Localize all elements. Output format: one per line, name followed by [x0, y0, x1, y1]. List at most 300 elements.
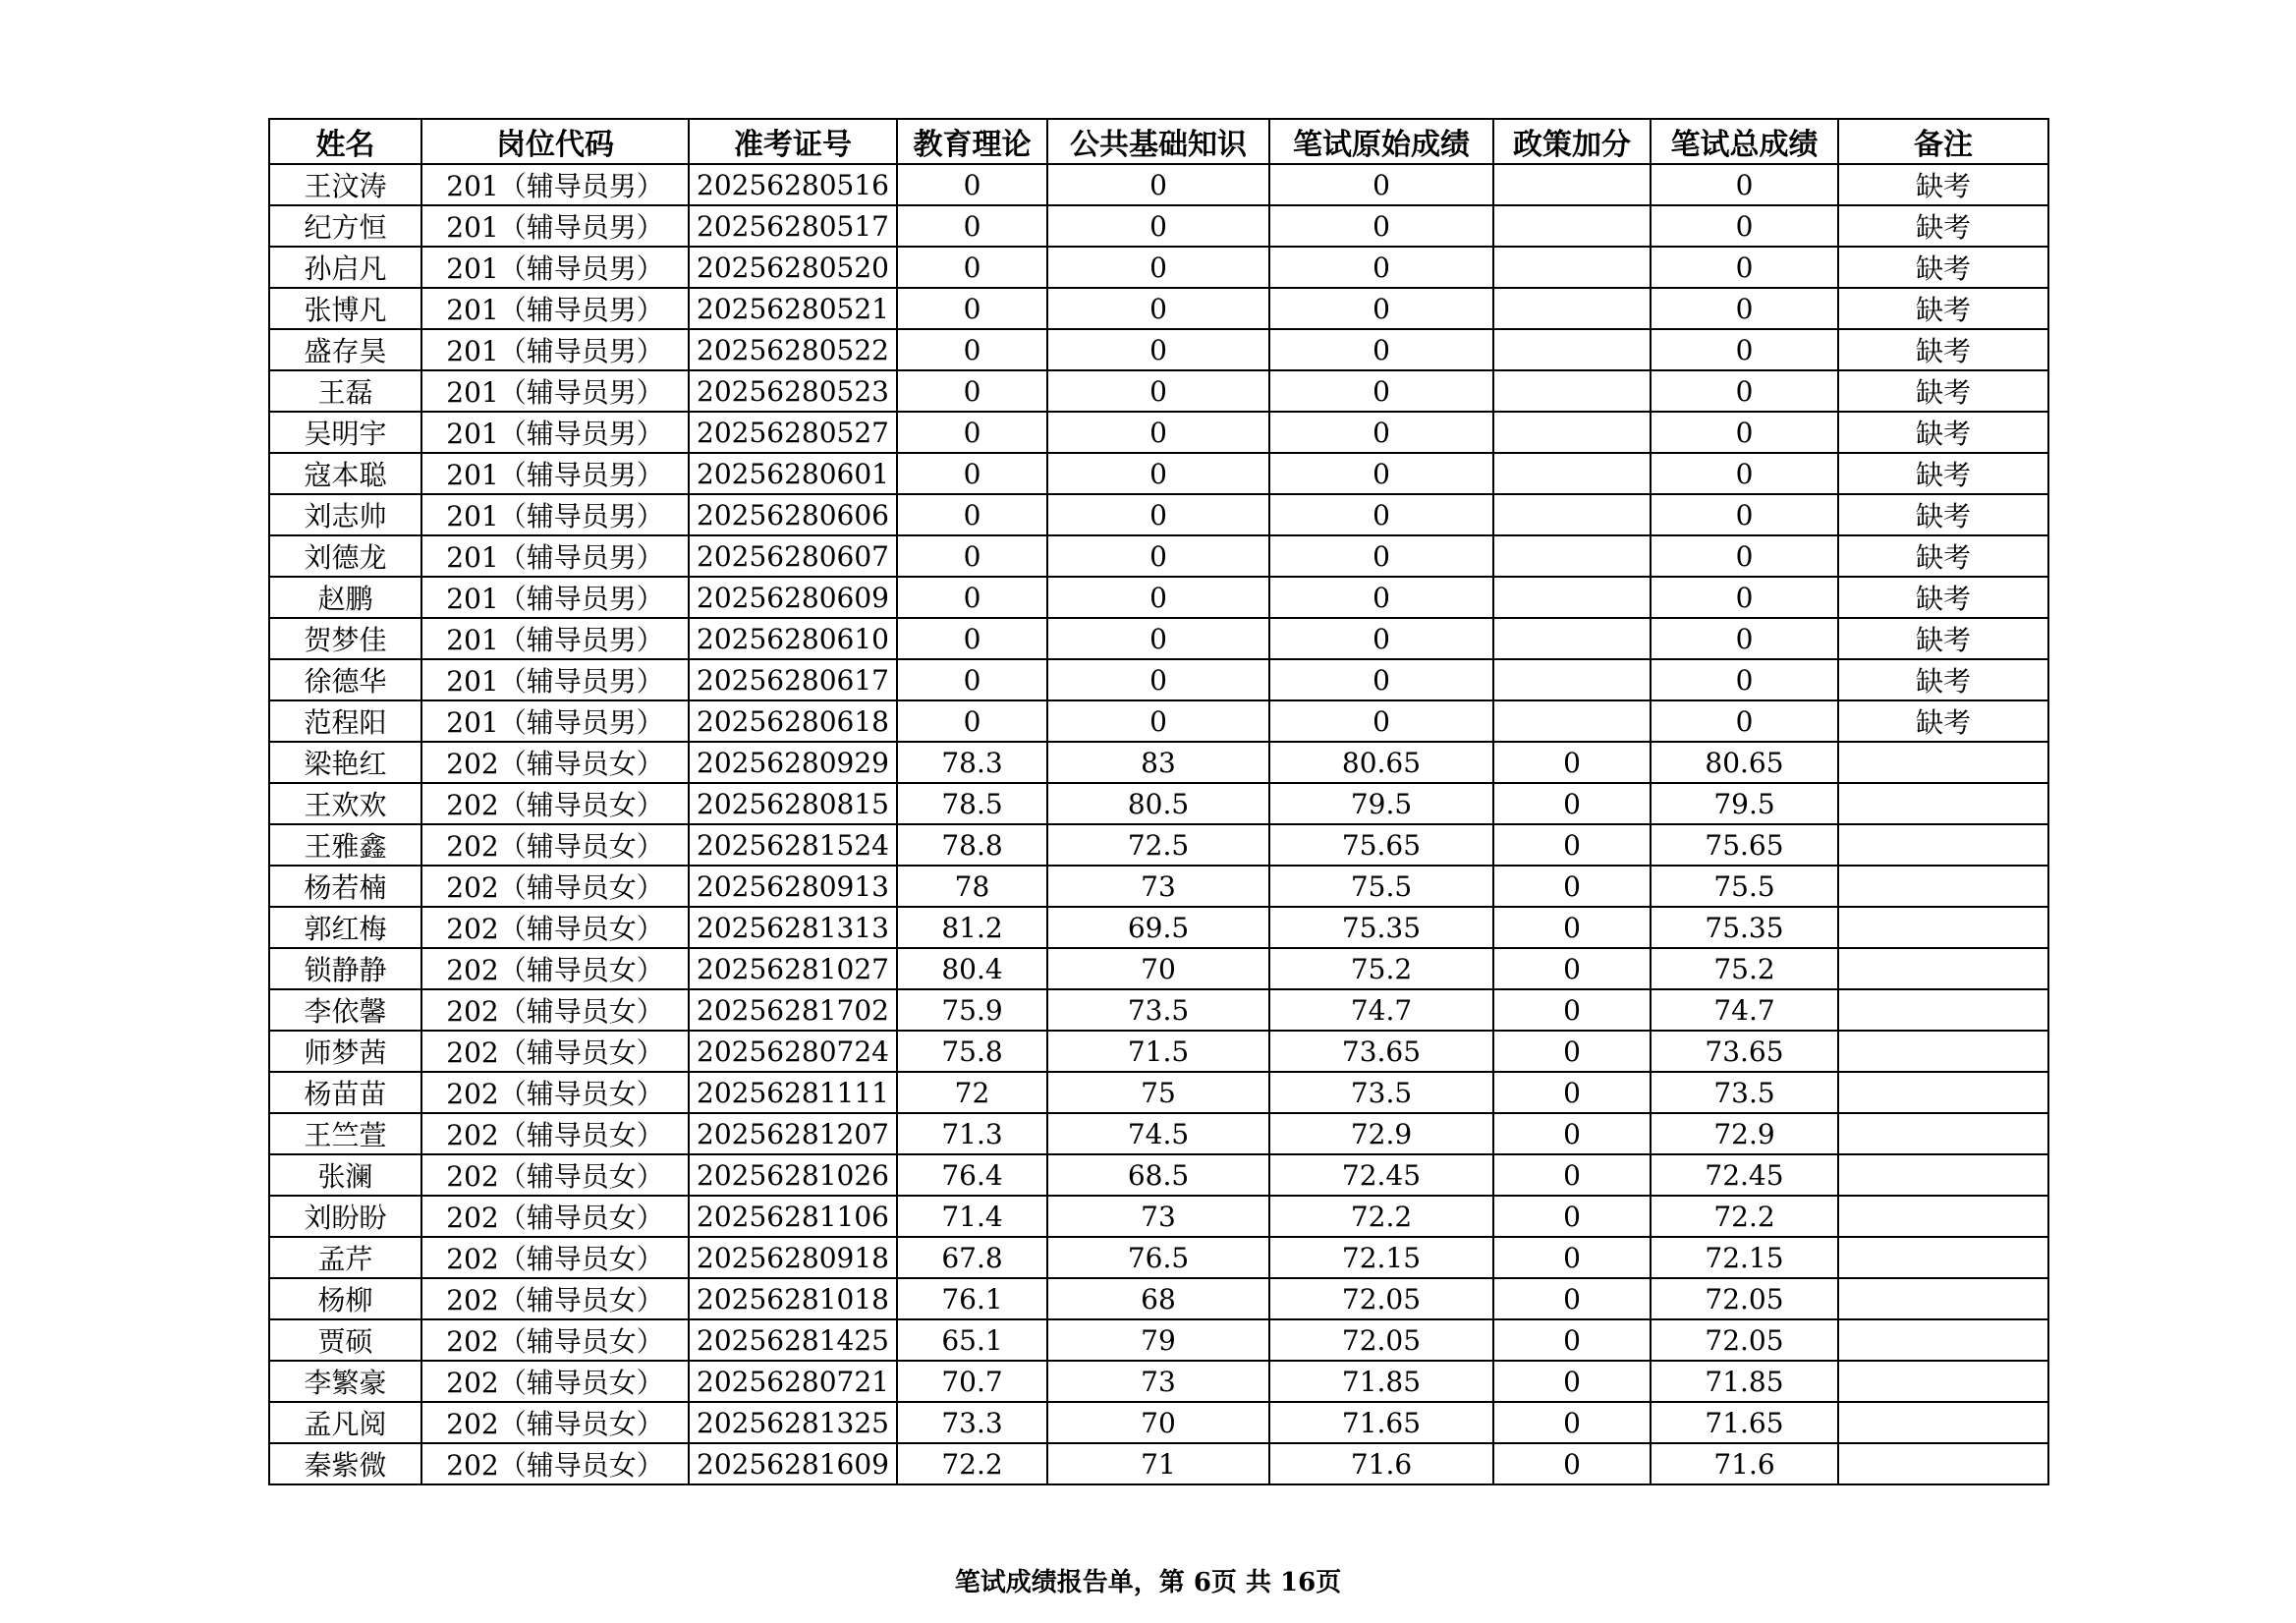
education-theory-cell: 72 [897, 1072, 1047, 1113]
education-theory-cell: 70.7 [897, 1361, 1047, 1402]
public-knowledge-cell: 70 [1047, 1402, 1269, 1443]
ticket-number-cell: 20256281702 [689, 989, 897, 1031]
raw-score-cell: 0 [1269, 700, 1493, 742]
name-cell: 贺梦佳 [269, 618, 421, 659]
raw-score-cell: 80.65 [1269, 742, 1493, 783]
ticket-number-cell: 20256280520 [689, 247, 897, 288]
table-row [269, 742, 2048, 783]
table-row [269, 948, 2048, 989]
total-score-cell: 71.85 [1651, 1361, 1838, 1402]
table-row [269, 329, 2048, 370]
remarks-cell [1838, 948, 2048, 989]
name-cell: 刘盼盼 [269, 1196, 421, 1237]
remarks-cell [1838, 907, 2048, 948]
education-theory-cell: 0 [897, 247, 1047, 288]
total-score-cell: 75.5 [1651, 866, 1838, 907]
ticket-number-cell: 20256280517 [689, 205, 897, 247]
policy-bonus-cell [1493, 329, 1651, 370]
education-theory-cell: 0 [897, 288, 1047, 329]
education-theory-cell: 81.2 [897, 907, 1047, 948]
total-score-cell: 75.2 [1651, 948, 1838, 989]
raw-score-cell: 72.05 [1269, 1319, 1493, 1361]
total-score-cell: 0 [1651, 370, 1838, 412]
ticket-number-cell: 20256280527 [689, 412, 897, 453]
ticket-number-cell: 20256280724 [689, 1031, 897, 1072]
name-cell: 杨若楠 [269, 866, 421, 907]
education-theory-cell: 80.4 [897, 948, 1047, 989]
name-cell: 徐德华 [269, 659, 421, 700]
name-cell: 盛存昊 [269, 329, 421, 370]
position-code-cell: 201（辅导员男） [421, 453, 689, 494]
position-code-cell: 201（辅导员男） [421, 577, 689, 618]
header-remarks: 备注 [1838, 119, 2048, 164]
position-code-cell: 202（辅导员女） [421, 1237, 689, 1278]
table-row [269, 824, 2048, 866]
raw-score-cell: 72.45 [1269, 1154, 1493, 1196]
public-knowledge-cell: 0 [1047, 412, 1269, 453]
table-row [269, 866, 2048, 907]
table-row [269, 1113, 2048, 1154]
total-score-cell: 0 [1651, 535, 1838, 577]
remarks-cell: 缺考 [1838, 247, 2048, 288]
public-knowledge-cell: 73 [1047, 1361, 1269, 1402]
raw-score-cell: 0 [1269, 453, 1493, 494]
raw-score-cell: 73.5 [1269, 1072, 1493, 1113]
education-theory-cell: 76.1 [897, 1278, 1047, 1319]
education-theory-cell: 75.9 [897, 989, 1047, 1031]
remarks-cell [1838, 1237, 2048, 1278]
total-score-cell: 75.35 [1651, 907, 1838, 948]
ticket-number-cell: 20256280606 [689, 494, 897, 535]
ticket-number-cell: 20256281026 [689, 1154, 897, 1196]
ticket-number-cell: 20256280607 [689, 535, 897, 577]
policy-bonus-cell: 0 [1493, 1072, 1651, 1113]
policy-bonus-cell: 0 [1493, 1154, 1651, 1196]
public-knowledge-cell: 70 [1047, 948, 1269, 989]
total-score-cell: 0 [1651, 329, 1838, 370]
table-row [269, 1072, 2048, 1113]
header-public-knowledge: 公共基础知识 [1047, 119, 1269, 164]
position-code-cell: 202（辅导员女） [421, 1319, 689, 1361]
name-cell: 李依馨 [269, 989, 421, 1031]
total-score-cell: 0 [1651, 164, 1838, 205]
name-cell: 锁静静 [269, 948, 421, 989]
education-theory-cell: 0 [897, 577, 1047, 618]
raw-score-cell: 0 [1269, 494, 1493, 535]
ticket-number-cell: 20256281106 [689, 1196, 897, 1237]
position-code-cell: 201（辅导员男） [421, 288, 689, 329]
ticket-number-cell: 20256280617 [689, 659, 897, 700]
raw-score-cell: 75.2 [1269, 948, 1493, 989]
table-row [269, 1031, 2048, 1072]
position-code-cell: 202（辅导员女） [421, 1031, 689, 1072]
remarks-cell [1838, 1443, 2048, 1484]
raw-score-cell: 0 [1269, 659, 1493, 700]
public-knowledge-cell: 68 [1047, 1278, 1269, 1319]
total-score-cell: 71.65 [1651, 1402, 1838, 1443]
remarks-cell: 缺考 [1838, 164, 2048, 205]
header-name: 姓名 [269, 119, 421, 164]
remarks-cell [1838, 783, 2048, 824]
public-knowledge-cell: 71.5 [1047, 1031, 1269, 1072]
policy-bonus-cell [1493, 577, 1651, 618]
name-cell: 郭红梅 [269, 907, 421, 948]
table-row [269, 1319, 2048, 1361]
header-ticket-number: 准考证号 [689, 119, 897, 164]
table-row [269, 700, 2048, 742]
ticket-number-cell: 20256280721 [689, 1361, 897, 1402]
raw-score-cell: 0 [1269, 370, 1493, 412]
education-theory-cell: 0 [897, 370, 1047, 412]
public-knowledge-cell: 0 [1047, 247, 1269, 288]
position-code-cell: 201（辅导员男） [421, 164, 689, 205]
raw-score-cell: 73.65 [1269, 1031, 1493, 1072]
total-score-cell: 72.05 [1651, 1319, 1838, 1361]
header-policy-bonus: 政策加分 [1493, 119, 1651, 164]
table-row [269, 577, 2048, 618]
policy-bonus-cell: 0 [1493, 1031, 1651, 1072]
remarks-cell [1838, 989, 2048, 1031]
remarks-cell: 缺考 [1838, 453, 2048, 494]
name-cell: 孙启凡 [269, 247, 421, 288]
raw-score-cell: 71.85 [1269, 1361, 1493, 1402]
public-knowledge-cell: 0 [1047, 577, 1269, 618]
table-row [269, 205, 2048, 247]
position-code-cell: 202（辅导员女） [421, 1154, 689, 1196]
table-row [269, 535, 2048, 577]
raw-score-cell: 74.7 [1269, 989, 1493, 1031]
table-row [269, 453, 2048, 494]
education-theory-cell: 71.4 [897, 1196, 1047, 1237]
education-theory-cell: 71.3 [897, 1113, 1047, 1154]
position-code-cell: 201（辅导员男） [421, 535, 689, 577]
position-code-cell: 202（辅导员女） [421, 742, 689, 783]
ticket-number-cell: 20256280522 [689, 329, 897, 370]
position-code-cell: 202（辅导员女） [421, 1196, 689, 1237]
policy-bonus-cell: 0 [1493, 1443, 1651, 1484]
ticket-number-cell: 20256280601 [689, 453, 897, 494]
total-score-cell: 72.2 [1651, 1196, 1838, 1237]
ticket-number-cell: 20256280929 [689, 742, 897, 783]
table-row [269, 989, 2048, 1031]
raw-score-cell: 0 [1269, 164, 1493, 205]
policy-bonus-cell: 0 [1493, 989, 1651, 1031]
total-score-cell: 0 [1651, 659, 1838, 700]
policy-bonus-cell [1493, 700, 1651, 742]
name-cell: 孟芹 [269, 1237, 421, 1278]
public-knowledge-cell: 0 [1047, 288, 1269, 329]
name-cell: 王雅鑫 [269, 824, 421, 866]
total-score-cell: 73.65 [1651, 1031, 1838, 1072]
name-cell: 王磊 [269, 370, 421, 412]
remarks-cell [1838, 866, 2048, 907]
table-row [269, 1402, 2048, 1443]
table-row [269, 247, 2048, 288]
table-row [269, 659, 2048, 700]
name-cell: 刘德龙 [269, 535, 421, 577]
education-theory-cell: 76.4 [897, 1154, 1047, 1196]
raw-score-cell: 75.65 [1269, 824, 1493, 866]
table-row [269, 412, 2048, 453]
ticket-number-cell: 20256280610 [689, 618, 897, 659]
total-score-cell: 73.5 [1651, 1072, 1838, 1113]
policy-bonus-cell: 0 [1493, 1237, 1651, 1278]
public-knowledge-cell: 76.5 [1047, 1237, 1269, 1278]
remarks-cell: 缺考 [1838, 494, 2048, 535]
name-cell: 吴明宇 [269, 412, 421, 453]
total-score-cell: 80.65 [1651, 742, 1838, 783]
table-row [269, 288, 2048, 329]
table-row [269, 783, 2048, 824]
education-theory-cell: 0 [897, 205, 1047, 247]
position-code-cell: 202（辅导员女） [421, 1402, 689, 1443]
position-code-cell: 201（辅导员男） [421, 247, 689, 288]
position-code-cell: 202（辅导员女） [421, 866, 689, 907]
raw-score-cell: 0 [1269, 247, 1493, 288]
ticket-number-cell: 20256280815 [689, 783, 897, 824]
position-code-cell: 201（辅导员男） [421, 205, 689, 247]
name-cell: 刘志帅 [269, 494, 421, 535]
total-score-cell: 71.6 [1651, 1443, 1838, 1484]
position-code-cell: 202（辅导员女） [421, 989, 689, 1031]
total-score-cell: 79.5 [1651, 783, 1838, 824]
header-position-code: 岗位代码 [421, 119, 689, 164]
public-knowledge-cell: 69.5 [1047, 907, 1269, 948]
table-row [269, 494, 2048, 535]
name-cell: 赵鹏 [269, 577, 421, 618]
total-score-cell: 72.05 [1651, 1278, 1838, 1319]
public-knowledge-cell: 80.5 [1047, 783, 1269, 824]
remarks-cell [1838, 1113, 2048, 1154]
header-education-theory: 教育理论 [897, 119, 1047, 164]
public-knowledge-cell: 68.5 [1047, 1154, 1269, 1196]
remarks-cell: 缺考 [1838, 370, 2048, 412]
name-cell: 王竺萱 [269, 1113, 421, 1154]
policy-bonus-cell [1493, 453, 1651, 494]
position-code-cell: 201（辅导员男） [421, 700, 689, 742]
policy-bonus-cell [1493, 659, 1651, 700]
position-code-cell: 201（辅导员男） [421, 370, 689, 412]
remarks-cell [1838, 1072, 2048, 1113]
name-cell: 纪方恒 [269, 205, 421, 247]
raw-score-cell: 0 [1269, 412, 1493, 453]
position-code-cell: 202（辅导员女） [421, 1278, 689, 1319]
education-theory-cell: 0 [897, 659, 1047, 700]
raw-score-cell: 0 [1269, 618, 1493, 659]
public-knowledge-cell: 73.5 [1047, 989, 1269, 1031]
name-cell: 梁艳红 [269, 742, 421, 783]
public-knowledge-cell: 0 [1047, 494, 1269, 535]
score-table [268, 118, 2049, 1485]
position-code-cell: 201（辅导员男） [421, 329, 689, 370]
name-cell: 张博凡 [269, 288, 421, 329]
total-score-cell: 0 [1651, 288, 1838, 329]
public-knowledge-cell: 73 [1047, 1196, 1269, 1237]
remarks-cell: 缺考 [1838, 577, 2048, 618]
raw-score-cell: 75.35 [1269, 907, 1493, 948]
remarks-cell [1838, 1402, 2048, 1443]
education-theory-cell: 78.5 [897, 783, 1047, 824]
education-theory-cell: 65.1 [897, 1319, 1047, 1361]
table-row [269, 1196, 2048, 1237]
ticket-number-cell: 20256281425 [689, 1319, 897, 1361]
policy-bonus-cell [1493, 494, 1651, 535]
ticket-number-cell: 20256280516 [689, 164, 897, 205]
name-cell: 孟凡阅 [269, 1402, 421, 1443]
name-cell: 贾硕 [269, 1319, 421, 1361]
ticket-number-cell: 20256280523 [689, 370, 897, 412]
name-cell: 杨苗苗 [269, 1072, 421, 1113]
education-theory-cell: 78 [897, 866, 1047, 907]
policy-bonus-cell [1493, 205, 1651, 247]
raw-score-cell: 72.05 [1269, 1278, 1493, 1319]
policy-bonus-cell: 0 [1493, 742, 1651, 783]
education-theory-cell: 67.8 [897, 1237, 1047, 1278]
header-row [269, 119, 2048, 164]
remarks-cell [1838, 1278, 2048, 1319]
table-row [269, 1443, 2048, 1484]
remarks-cell [1838, 1154, 2048, 1196]
public-knowledge-cell: 0 [1047, 370, 1269, 412]
policy-bonus-cell [1493, 535, 1651, 577]
table-body [269, 164, 2048, 1484]
policy-bonus-cell: 0 [1493, 783, 1651, 824]
ticket-number-cell: 20256281018 [689, 1278, 897, 1319]
education-theory-cell: 0 [897, 412, 1047, 453]
education-theory-cell: 0 [897, 453, 1047, 494]
ticket-number-cell: 20256281609 [689, 1443, 897, 1484]
header-raw-score: 笔试原始成绩 [1269, 119, 1493, 164]
public-knowledge-cell: 75 [1047, 1072, 1269, 1113]
public-knowledge-cell: 0 [1047, 453, 1269, 494]
ticket-number-cell: 20256280609 [689, 577, 897, 618]
education-theory-cell: 0 [897, 618, 1047, 659]
ticket-number-cell: 20256280918 [689, 1237, 897, 1278]
ticket-number-cell: 20256281313 [689, 907, 897, 948]
public-knowledge-cell: 71 [1047, 1443, 1269, 1484]
policy-bonus-cell: 0 [1493, 1402, 1651, 1443]
remarks-cell: 缺考 [1838, 535, 2048, 577]
policy-bonus-cell: 0 [1493, 1113, 1651, 1154]
table-row [269, 1361, 2048, 1402]
name-cell: 寇本聪 [269, 453, 421, 494]
education-theory-cell: 78.3 [897, 742, 1047, 783]
policy-bonus-cell: 0 [1493, 907, 1651, 948]
remarks-cell: 缺考 [1838, 288, 2048, 329]
public-knowledge-cell: 79 [1047, 1319, 1269, 1361]
remarks-cell: 缺考 [1838, 659, 2048, 700]
position-code-cell: 201（辅导员男） [421, 412, 689, 453]
raw-score-cell: 0 [1269, 535, 1493, 577]
table-row [269, 1237, 2048, 1278]
position-code-cell: 202（辅导员女） [421, 907, 689, 948]
raw-score-cell: 72.15 [1269, 1237, 1493, 1278]
raw-score-cell: 0 [1269, 288, 1493, 329]
public-knowledge-cell: 0 [1047, 535, 1269, 577]
remarks-cell [1838, 1361, 2048, 1402]
education-theory-cell: 0 [897, 535, 1047, 577]
remarks-cell [1838, 742, 2048, 783]
position-code-cell: 202（辅导员女） [421, 1361, 689, 1402]
raw-score-cell: 71.65 [1269, 1402, 1493, 1443]
ticket-number-cell: 20256281027 [689, 948, 897, 989]
remarks-cell [1838, 1319, 2048, 1361]
public-knowledge-cell: 0 [1047, 329, 1269, 370]
name-cell: 张澜 [269, 1154, 421, 1196]
name-cell: 范程阳 [269, 700, 421, 742]
education-theory-cell: 0 [897, 329, 1047, 370]
remarks-cell: 缺考 [1838, 618, 2048, 659]
name-cell: 秦紫微 [269, 1443, 421, 1484]
table-row [269, 907, 2048, 948]
ticket-number-cell: 20256281207 [689, 1113, 897, 1154]
position-code-cell: 202（辅导员女） [421, 1443, 689, 1484]
raw-score-cell: 79.5 [1269, 783, 1493, 824]
raw-score-cell: 71.6 [1269, 1443, 1493, 1484]
education-theory-cell: 72.2 [897, 1443, 1047, 1484]
remarks-cell: 缺考 [1838, 700, 2048, 742]
total-score-cell: 0 [1651, 412, 1838, 453]
education-theory-cell: 73.3 [897, 1402, 1047, 1443]
total-score-cell: 0 [1651, 247, 1838, 288]
policy-bonus-cell: 0 [1493, 1196, 1651, 1237]
position-code-cell: 202（辅导员女） [421, 824, 689, 866]
name-cell: 杨柳 [269, 1278, 421, 1319]
public-knowledge-cell: 0 [1047, 700, 1269, 742]
name-cell: 李繁豪 [269, 1361, 421, 1402]
remarks-cell [1838, 1031, 2048, 1072]
position-code-cell: 202（辅导员女） [421, 948, 689, 989]
total-score-cell: 0 [1651, 453, 1838, 494]
table-row [269, 1154, 2048, 1196]
raw-score-cell: 75.5 [1269, 866, 1493, 907]
policy-bonus-cell: 0 [1493, 866, 1651, 907]
position-code-cell: 202（辅导员女） [421, 783, 689, 824]
total-score-cell: 0 [1651, 577, 1838, 618]
public-knowledge-cell: 0 [1047, 618, 1269, 659]
table-row [269, 370, 2048, 412]
total-score-cell: 72.15 [1651, 1237, 1838, 1278]
total-score-cell: 72.9 [1651, 1113, 1838, 1154]
public-knowledge-cell: 73 [1047, 866, 1269, 907]
ticket-number-cell: 20256281325 [689, 1402, 897, 1443]
total-score-cell: 75.65 [1651, 824, 1838, 866]
remarks-cell [1838, 1196, 2048, 1237]
public-knowledge-cell: 72.5 [1047, 824, 1269, 866]
raw-score-cell: 72.9 [1269, 1113, 1493, 1154]
remarks-cell: 缺考 [1838, 329, 2048, 370]
public-knowledge-cell: 74.5 [1047, 1113, 1269, 1154]
table-row [269, 164, 2048, 205]
table-row [269, 1278, 2048, 1319]
total-score-cell: 72.45 [1651, 1154, 1838, 1196]
ticket-number-cell: 20256280521 [689, 288, 897, 329]
raw-score-cell: 72.2 [1269, 1196, 1493, 1237]
ticket-number-cell: 20256281111 [689, 1072, 897, 1113]
table-row [269, 618, 2048, 659]
total-score-cell: 74.7 [1651, 989, 1838, 1031]
position-code-cell: 201（辅导员男） [421, 659, 689, 700]
policy-bonus-cell [1493, 164, 1651, 205]
education-theory-cell: 78.8 [897, 824, 1047, 866]
header-total-score: 笔试总成绩 [1651, 119, 1838, 164]
policy-bonus-cell [1493, 288, 1651, 329]
public-knowledge-cell: 0 [1047, 205, 1269, 247]
policy-bonus-cell [1493, 247, 1651, 288]
education-theory-cell: 0 [897, 494, 1047, 535]
total-score-cell: 0 [1651, 205, 1838, 247]
remarks-cell [1838, 824, 2048, 866]
